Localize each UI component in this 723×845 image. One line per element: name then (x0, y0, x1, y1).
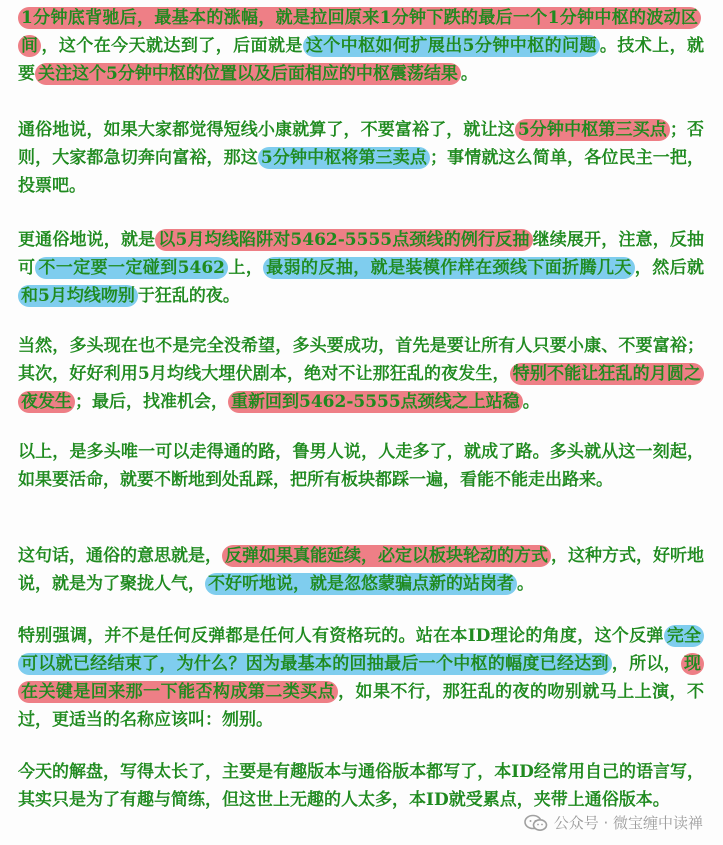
highlight-red: 重新回到5462-5555点颈线之上站稳 (228, 391, 523, 413)
text-segment: ，所以， (611, 654, 682, 674)
text-segment: 继续展开，注意，反抽可 (18, 230, 705, 278)
text-segment: 。技术上，就要 (18, 36, 705, 84)
highlight-blue: 不一定要一定碰到5462 (35, 257, 228, 279)
text-segment: ，这个在今天就达到了，后面就是 (41, 36, 303, 56)
highlight-blue: 不好听地说，就是忽悠蒙骗点新的站岗者 (205, 573, 517, 595)
highlight-red: 反弹如果真能延续，必定以板块轮动的方式 (222, 545, 551, 567)
highlight-blue: 5分钟中枢将第三卖点 (258, 147, 430, 169)
watermark (524, 812, 703, 833)
text-segment: ；事情就这么简单，各位民主一把，投票吧。 (18, 148, 704, 196)
paragraph-1 (18, 4, 704, 88)
paragraph-8 (18, 758, 704, 814)
text-segment: 。 (522, 392, 540, 412)
text-segment: 今天的解盘，写得太长了，主要是有趣版本与通俗版本都写了，本ID经常用自己的语言写，其实只是为了有趣与简练，但这世上无趣的人太多，本ID就受累点，夹带上通俗版本。 (18, 762, 704, 810)
text-segment: 当然，多头现在也不是完全没希望，多头要成功，首先是要让所有人只要小康、不要富裕；其次，好好利用5月均线大埋伏剧本，绝对不让那狂乱的夜发生， (18, 336, 704, 384)
text-segment: 。 (460, 64, 478, 84)
watermark-text: 公众号 · 微宝缠中读禅 (553, 814, 703, 832)
highlight-red: 关注这个5分钟中枢的位置以及后面相应的中枢震荡结果 (35, 63, 461, 85)
wechat-icon (524, 814, 548, 832)
text-segment: 特别强调，并不是任何反弹都是任何人有资格玩的。站在本ID理论的角度，这个反弹 (18, 626, 664, 646)
paragraph-5 (18, 438, 704, 494)
text-segment: ；最后，找准机会， (75, 392, 228, 412)
paragraph-4 (18, 332, 704, 416)
highlight-red: 以5月均线陷阱对5462-5555点颈线的例行反抽 (155, 229, 532, 251)
text-segment: 这句话，通俗的意思就是， (18, 546, 222, 566)
text-segment: 上， (228, 258, 264, 278)
text-segment: ，如果不行，那狂乱的夜的吻别就马上上演，不过，更适当的名称应该叫：刎别。 (18, 682, 705, 730)
text-segment: 以上，是多头唯一可以走得通的路，鲁男人说，人走多了，就成了路。多头就从这一刻起，如果要活命，就要不断地到处乱踩，把所有板块都踩一遍，看能不能走出路来。 (18, 442, 704, 490)
highlight-red: 特别不能让狂乱的月圆之夜发生 (18, 363, 704, 413)
paragraph-7 (18, 622, 704, 734)
highlight-red: 5分钟中枢第三买点 (515, 119, 670, 141)
text-segment: 于狂乱的夜。 (137, 286, 240, 306)
highlight-red: 1分钟底背驰后，最基本的涨幅，就是拉回原来1分钟下跌的最后一个1分钟中枢的波动区间 (18, 7, 701, 57)
highlight-blue: 最弱的反抽，就是装模作样在颈线下面折腾几天 (263, 257, 635, 279)
highlight-blue: 和5月均线吻别 (18, 285, 138, 307)
text-segment: 。 (517, 574, 534, 594)
text-segment: ；否则，大家都急切奔向富裕，那这 (18, 120, 705, 168)
highlight-blue: 完全可以就已经结束了，为什么？因为最基本的回抽最后一个中枢的幅度已经达到 (18, 625, 704, 675)
highlight-red: 现在关键是回来那一下能否构成第二类买点 (18, 653, 704, 703)
text-segment: ，然后就 (634, 258, 705, 278)
highlight-blue: 这个中枢如何扩展出5分钟中枢的问题 (303, 35, 600, 57)
text-segment: ，这种方式，好听地说，就是为了聚拢人气， (18, 546, 704, 594)
text-segment: 更通俗地说，就是 (18, 230, 156, 250)
text-segment: 通俗地说，如果大家都觉得短线小康就算了，不要富裕了，就让这 (18, 120, 515, 140)
paragraph-6 (18, 542, 704, 598)
paragraph-3 (18, 226, 704, 310)
paragraph-2 (18, 116, 704, 200)
